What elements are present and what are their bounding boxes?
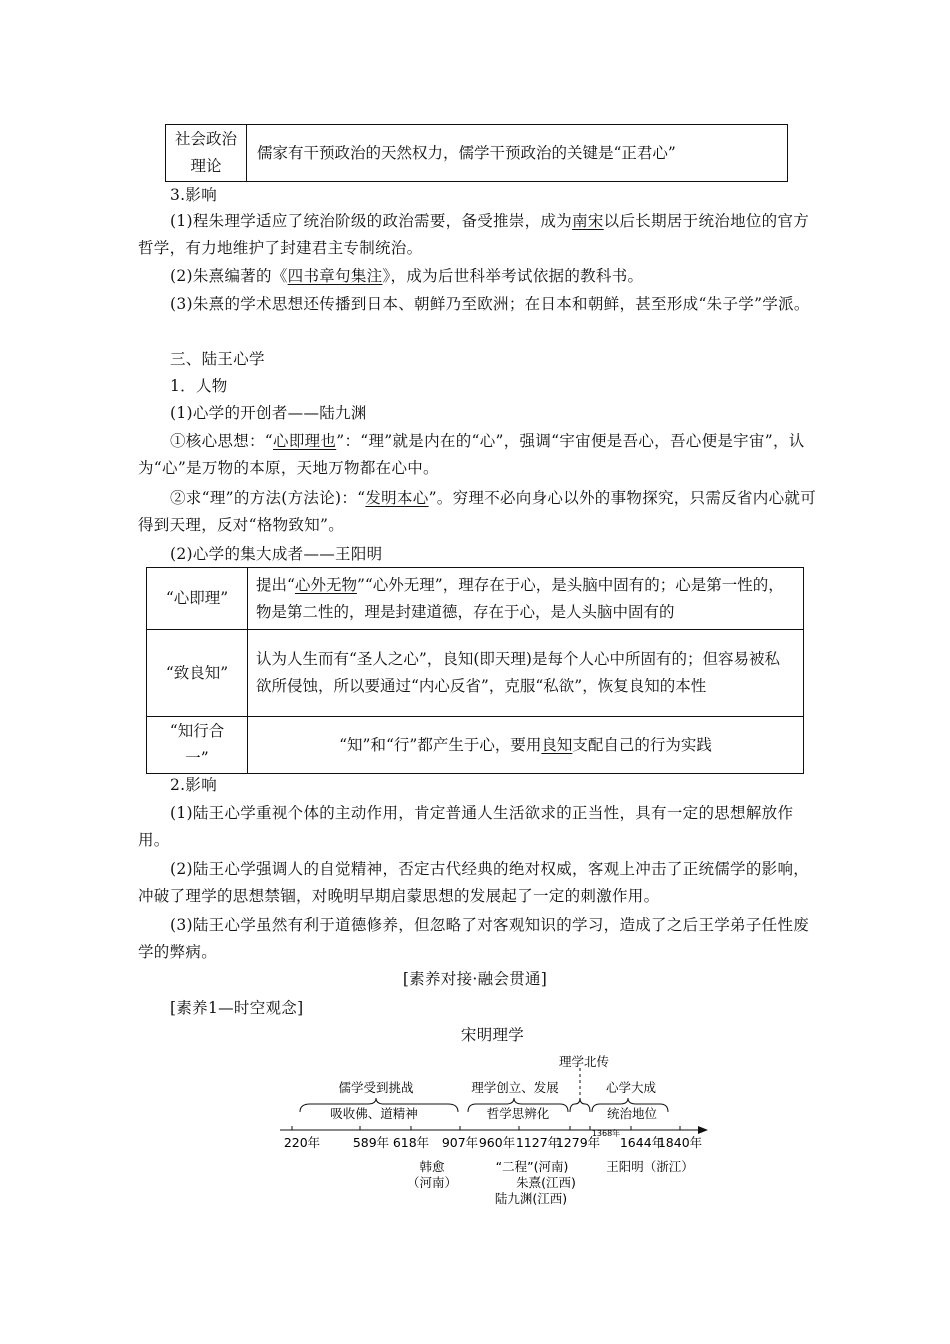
table-society-theory [165, 124, 788, 182]
year-label: 589年 [352, 1135, 390, 1150]
row-value: 提出“心外无物”“心外无理”，理存在于心，是头脑中固有的；心是第一性的，物是第二性的，理是封建道德，存在于心，是人头脑中固有的 [248, 568, 804, 630]
lu-method: ②求“理”的方法(方法论)：“发明本心”。穷理不必向身心以外的事物探究，只需反省内心就可得到天理，反对“格物致知”。 [138, 489, 817, 534]
person-hanyu-place: （河南） [406, 1175, 458, 1190]
year-label: 618年 [392, 1135, 430, 1150]
lu-core-thought: ①核心思想：“心即理也”：“理”就是内在的“心”，强调“宇宙便是吾心，吾心便是宇宙”，认为“心”是万物的本原，天地万物都在心中。 [138, 432, 805, 477]
person-cheng: “二程”(河南) [495, 1159, 569, 1174]
row-value: 认为人生而有“圣人之心”，良知(即天理)是每个人心中所固有的；但容易被私欲所侵蚀，所以要通过“内心反省”，克服“私欲”，恢复良知的本性 [248, 630, 804, 717]
section-3-title: 3.影响 [170, 186, 217, 204]
timeline-title: 宋明理学 [460, 1026, 525, 1044]
label-north: 理学北传 [558, 1054, 610, 1069]
paragraph-3-1: (1)程朱理学适应了统治阶级的政治需要，备受推崇，成为南宋以后长期居于统治地位的官方哲学，有力地维护了封建君主专制统治。 [138, 212, 810, 257]
table-row [147, 630, 804, 717]
suyang-title: [素养1—时空观念] [170, 999, 304, 1017]
year-label: 1644年 [619, 1135, 665, 1150]
year-label: 1279年 [555, 1135, 601, 1150]
table1-value: 儒家有干预政治的天然权力，儒学干预政治的关键是“正君心” [247, 125, 788, 182]
person-wang: 王阳明（浙江） [606, 1159, 694, 1174]
section-2-title: 2.影响 [170, 776, 217, 794]
year-label-small: 1368年 [591, 1129, 621, 1138]
year-label: 960年 [478, 1135, 516, 1150]
table-wang-yangming [146, 567, 804, 774]
paragraph-3-3: (3)朱熹的学术思想还传播到日本、朝鲜乃至欧洲；在日本和朝鲜，甚至形成“朱子学”学派。 [170, 295, 810, 313]
banner-title: [素养对接·融会贯通] [402, 970, 548, 988]
table-row [147, 717, 804, 774]
lu-jiuyuan-title: (1)心学的开创者——陆九渊 [170, 404, 367, 422]
row-key: “知行合一” [147, 717, 248, 774]
table-row [147, 568, 804, 630]
person-title: 1．人物 [170, 377, 228, 395]
label-xinxue: 心学大成 [605, 1080, 657, 1095]
table1-key: 社会政治理论 [166, 125, 247, 182]
timeline-diagram [270, 1054, 730, 1214]
label-absorb: 吸收佛、道精神 [330, 1106, 418, 1121]
paragraph-2-1: (1)陆王心学重视个体的主动作用，肯定普通人生活欲求的正当性，具有一定的思想解放作用。 [138, 804, 794, 849]
row-value: “知”和“行”都产生于心，要用良知支配自己的行为实践 [248, 717, 804, 774]
paragraph-2-3: (3)陆王心学虽然有利于道德修养，但忽略了对客观知识的学习，造成了之后王学弟子任性废学的弊病。 [138, 916, 810, 961]
row-key: “心即理” [147, 568, 248, 630]
year-label: 1840年 [657, 1135, 703, 1150]
person-zhuxi: 朱熹(江西) [516, 1175, 576, 1190]
year-label: 907年 [441, 1135, 479, 1150]
paragraph-3-2: (2)朱熹编著的《四书章句集注》，成为后世科举考试依据的教科书。 [170, 267, 644, 285]
label-philo: 哲学思辨化 [486, 1106, 550, 1121]
row-key: “致良知” [147, 630, 248, 717]
year-label: 1127年 [515, 1135, 561, 1150]
paragraph-2-2: (2)陆王心学强调人的自觉精神，否定古代经典的绝对权威，客观上冲击了正统儒学的影响，冲破了理学的思想禁锢，对晚明早期启蒙思想的发展起了一定的刺激作用。 [138, 860, 810, 905]
person-hanyu: 韩愈 [419, 1159, 445, 1174]
label-rule: 统治地位 [606, 1106, 658, 1121]
person-lujiuyuan: 陆九渊(江西) [494, 1191, 568, 1206]
part-3-title: 三、陆王心学 [170, 350, 265, 368]
label-challenge: 儒学受到挑战 [338, 1080, 414, 1095]
label-create: 理学创立、发展 [471, 1080, 559, 1095]
wang-yangming-title: (2)心学的集大成者——王阳明 [170, 545, 383, 563]
year-label: 220年 [283, 1135, 321, 1150]
